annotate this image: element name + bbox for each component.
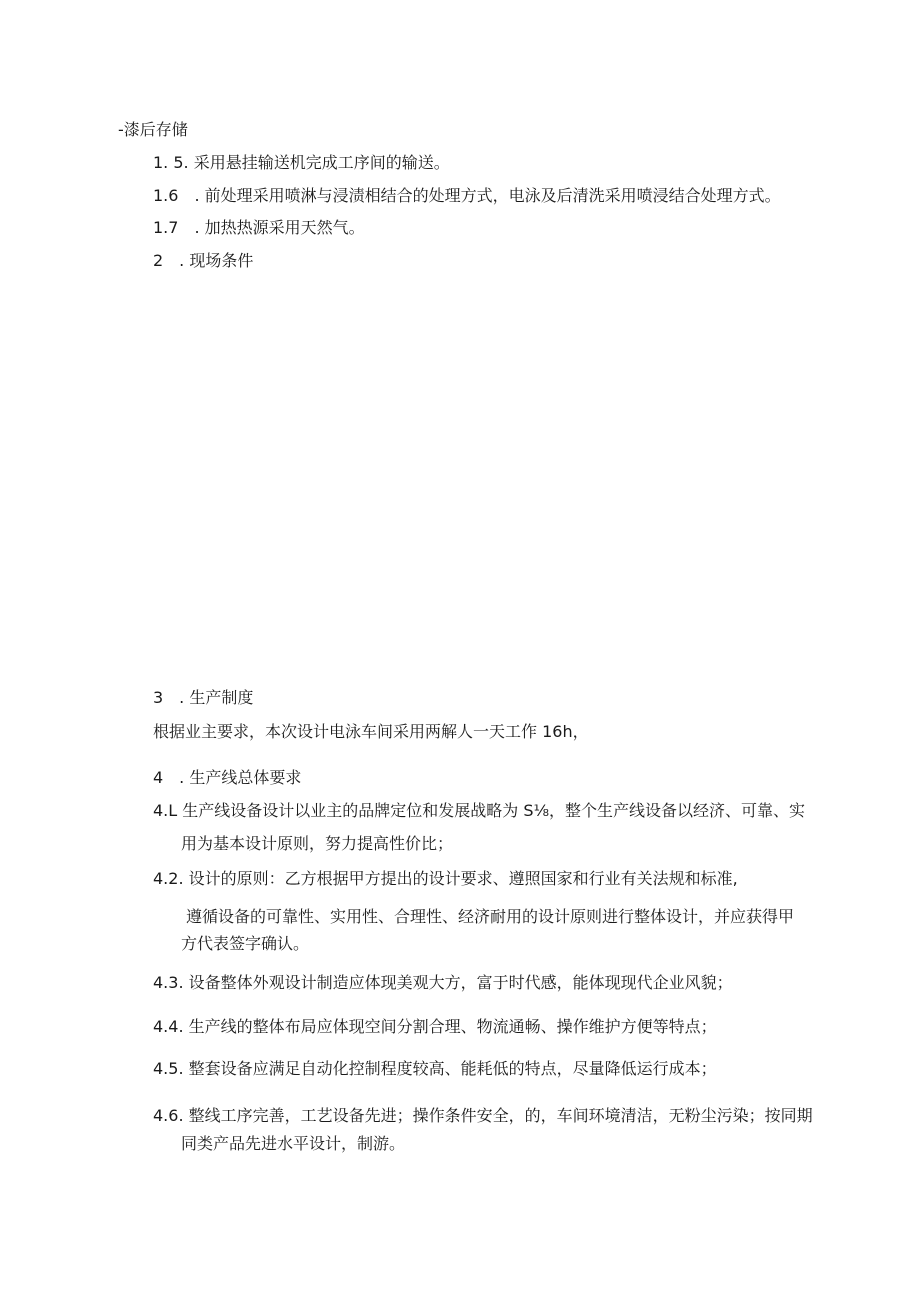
heading-post-paint-storage: -漆后存储 (118, 120, 188, 139)
item-4-6-cont: 同类产品先进水平设计，制游。 (181, 1134, 406, 1153)
item-1-5: 1. 5. 采用悬挂输送机完成工序间的输送。 (153, 153, 450, 172)
item-4-2: 4.2. 设计的原则：乙方根据甲方提出的设计要求、遵照国家和行业有关法规和标准, (153, 869, 738, 888)
section-3-heading: 3 . 生产制度 (153, 688, 254, 707)
item-1-6: 1.6 . 前处理采用喷淋与浸渍相结合的处理方式，电泳及后清洗采用喷浸结合处理方式。 (153, 186, 781, 205)
item-4-2-cont-1: 遵循设备的可靠性、实用性、合理性、经济耐用的设计原则进行整体设计，并应获得甲 (186, 907, 795, 926)
item-4-4: 4.4. 生产线的整体布局应体现空间分割合理、物流通畅、操作维护方便等特点； (153, 1017, 717, 1036)
item-4-5: 4.5. 整套设备应满足自动化控制程度较高、能耗低的特点，尽量降低运行成本； (153, 1059, 717, 1078)
item-4-2-cont-2: 方代表签字确认。 (181, 934, 310, 953)
section-2-heading: 2 . 现场条件 (153, 251, 254, 270)
item-1-7: 1.7 . 加热热源采用天然气。 (153, 218, 365, 237)
item-4-3: 4.3. 设备整体外观设计制造应体现美观大方，富于时代感，能体现现代企业风貌； (153, 973, 733, 992)
section-4-heading: 4 . 生产线总体要求 (153, 768, 302, 787)
item-4-1: 4.L 生产线设备设计以业主的品牌定位和发展战略为 S⅛，整个生产线设备以经济、可靠、实 (153, 801, 806, 820)
item-4-1-cont: 用为基本设计原则，努力提高性价比； (181, 834, 454, 853)
section-3-text: 根据业主要求，本次设计电泳车间采用两解人一天工作 16h， (153, 722, 589, 741)
item-4-6: 4.6. 整线工序完善，工艺设备先进；操作条件安全，的，车间环境清洁，无粉尘污染；按同期 (153, 1106, 813, 1125)
